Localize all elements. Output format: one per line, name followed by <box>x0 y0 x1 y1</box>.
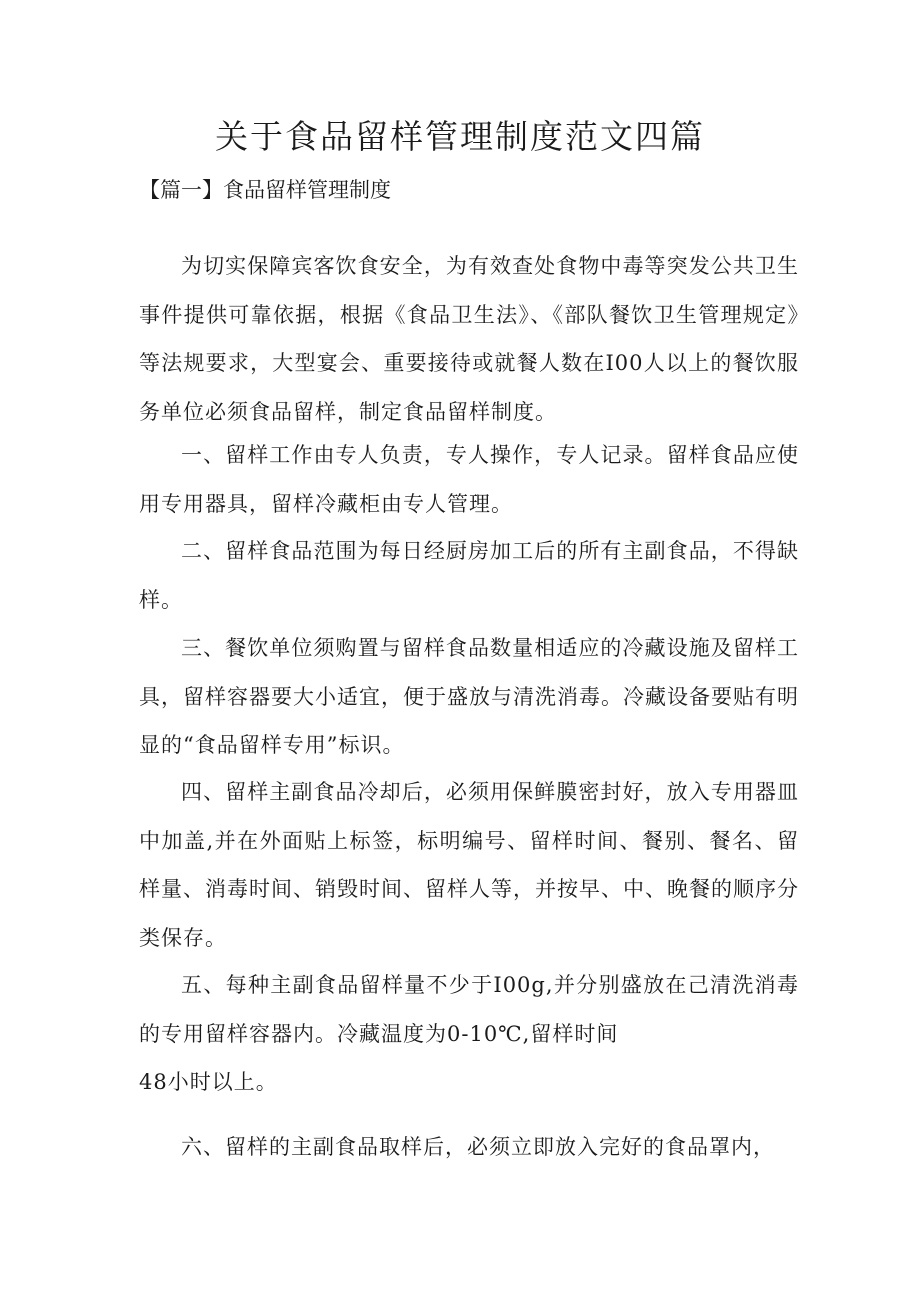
paragraph-item-6: 六、留样的主副食品取样后，必须立即放入完好的食品罩内， <box>181 1135 775 1159</box>
paragraph-item-3: 三、餐饮单位须购置与留样食品数量相适应的冷藏设施及留样工具，留样容器要大小适宜，便于盛放与清洗消毒。冷藏设备要贴有明显的“食品留样专用”标识。 <box>139 636 799 757</box>
document-title: 关于食品留样管理制度范文四篇 <box>215 117 705 156</box>
paragraph-intro: 为切实保障宾客饮食安全，为有效查处食物中毒等突发公共卫生事件提供可靠依据，根据《食品卫生法》、《部队餐饮卫生管理规定》等法规要求，大型宴会、重要接待或就餐人数在I00人以上的餐饮服务单位必须食品留样，制定食品留样制度。 <box>139 254 799 424</box>
paragraph-item-5-continued: 48小时以上。 <box>139 1070 278 1094</box>
section-heading: 【篇一】食品留样管理制度 <box>139 178 391 202</box>
paragraph-item-1: 一、留样工作由专人负责，专人操作，专人记录。留样食品应使用专用器具，留样冷藏柜由专人管理。 <box>139 443 799 516</box>
paragraph-item-4: 四、留样主副食品冷却后，必须用保鲜膜密封好，放入专用器皿中加盖,并在外面贴上标签，标明编号、留样时间、餐别、餐名、留样量、消毒时间、销毁时间、留样人等，并按早、中、晚餐的顺序分类保存。 <box>139 780 799 950</box>
paragraph-item-2: 二、留样食品范围为每日经厨房加工后的所有主副食品，不得缺样。 <box>139 539 799 612</box>
paragraph-item-5: 五、每种主副食品留样量不少于I00g,并分别盛放在己清洗消毒的专用留样容器内。冷藏温度为0-10℃,留样时间 <box>139 973 799 1046</box>
